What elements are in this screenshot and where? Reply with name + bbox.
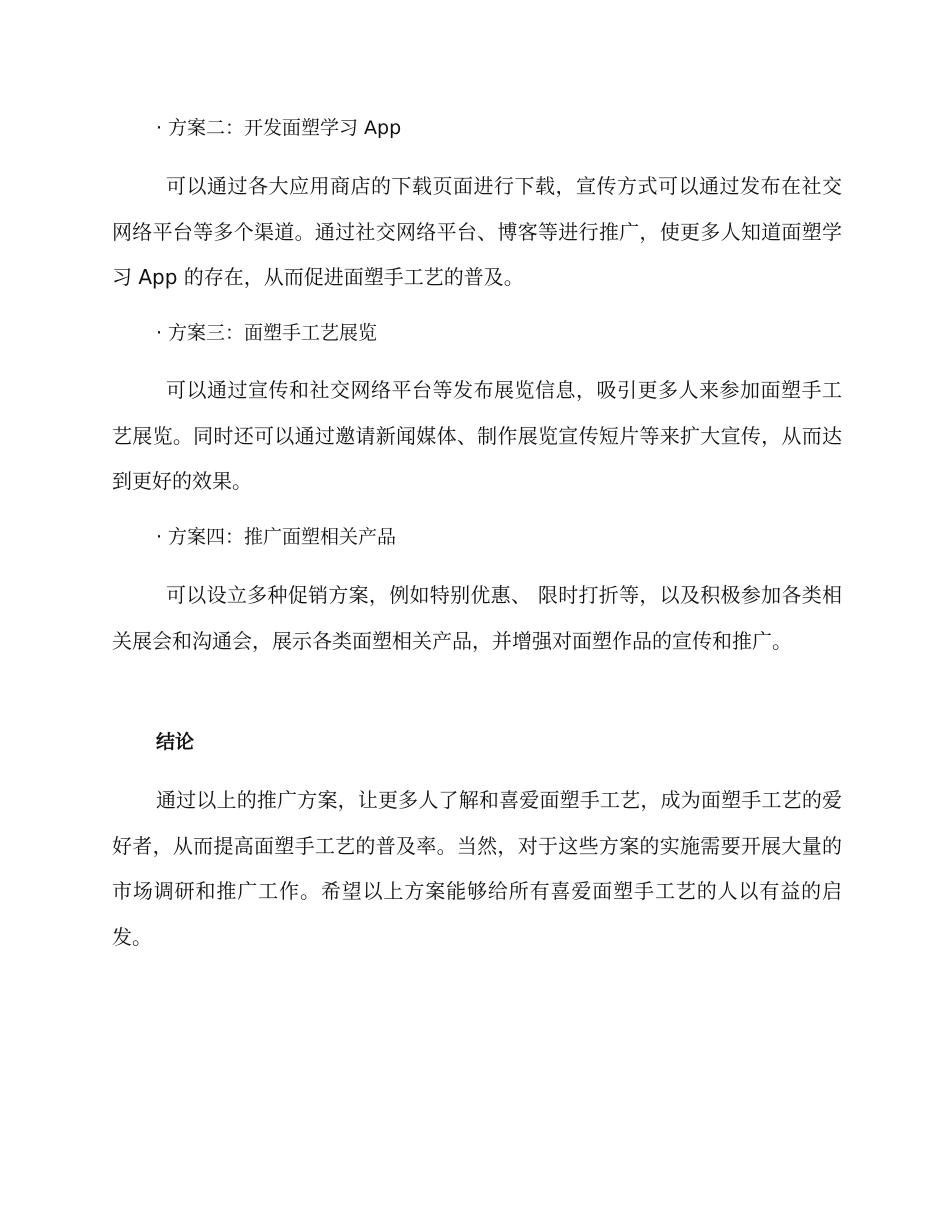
section-title: 方案二：开发面塑学习 App bbox=[168, 117, 402, 139]
section-body-plan-4: 可以设立多种促销方案，例如特别优惠、 限时打折等，以及积极参加各类相关展会和沟通会，展示各类面塑相关产品，并增强对面塑作品的宣传和推广。 bbox=[112, 583, 842, 653]
bullet: · bbox=[156, 322, 163, 344]
section-heading-plan-4 bbox=[156, 523, 396, 551]
conclusion-heading: 结论 bbox=[156, 731, 195, 753]
section-body-plan-2: 可以通过各大应用商店的下载页面进行下载，宣传方式可以通过发布在社交网络平台等多个渠道。通过社交网络平台、博客等进行推广，使更多人知道面塑学习 App 的存在，从而促进面塑手工艺的普及。 bbox=[112, 174, 842, 289]
bullet: · bbox=[156, 117, 163, 139]
section-title: 方案四：推广面塑相关产品 bbox=[168, 526, 397, 548]
conclusion-body: 通过以上的推广方案，让更多人了解和喜爱面塑手工艺，成为面塑手工艺的爱好者，从而提高面塑手工艺的普及率。当然，对于这些方案的实施需要开展大量的市场调研和推广工作。希望以上方案能够给所有喜爱面塑手工艺的人以有益的启发。 bbox=[112, 788, 842, 949]
section-heading-plan-3 bbox=[156, 319, 377, 347]
section-body-plan-3: 可以通过宣传和社交网络平台等发布展览信息，吸引更多人来参加面塑手工艺展览。同时还可以通过邀请新闻媒体、制作展览宣传短片等来扩大宣传，从而达到更好的效果。 bbox=[112, 378, 842, 493]
bullet: · bbox=[156, 526, 163, 548]
section-title: 方案三：面塑手工艺展览 bbox=[168, 322, 378, 344]
section-heading-plan-2 bbox=[156, 114, 401, 142]
